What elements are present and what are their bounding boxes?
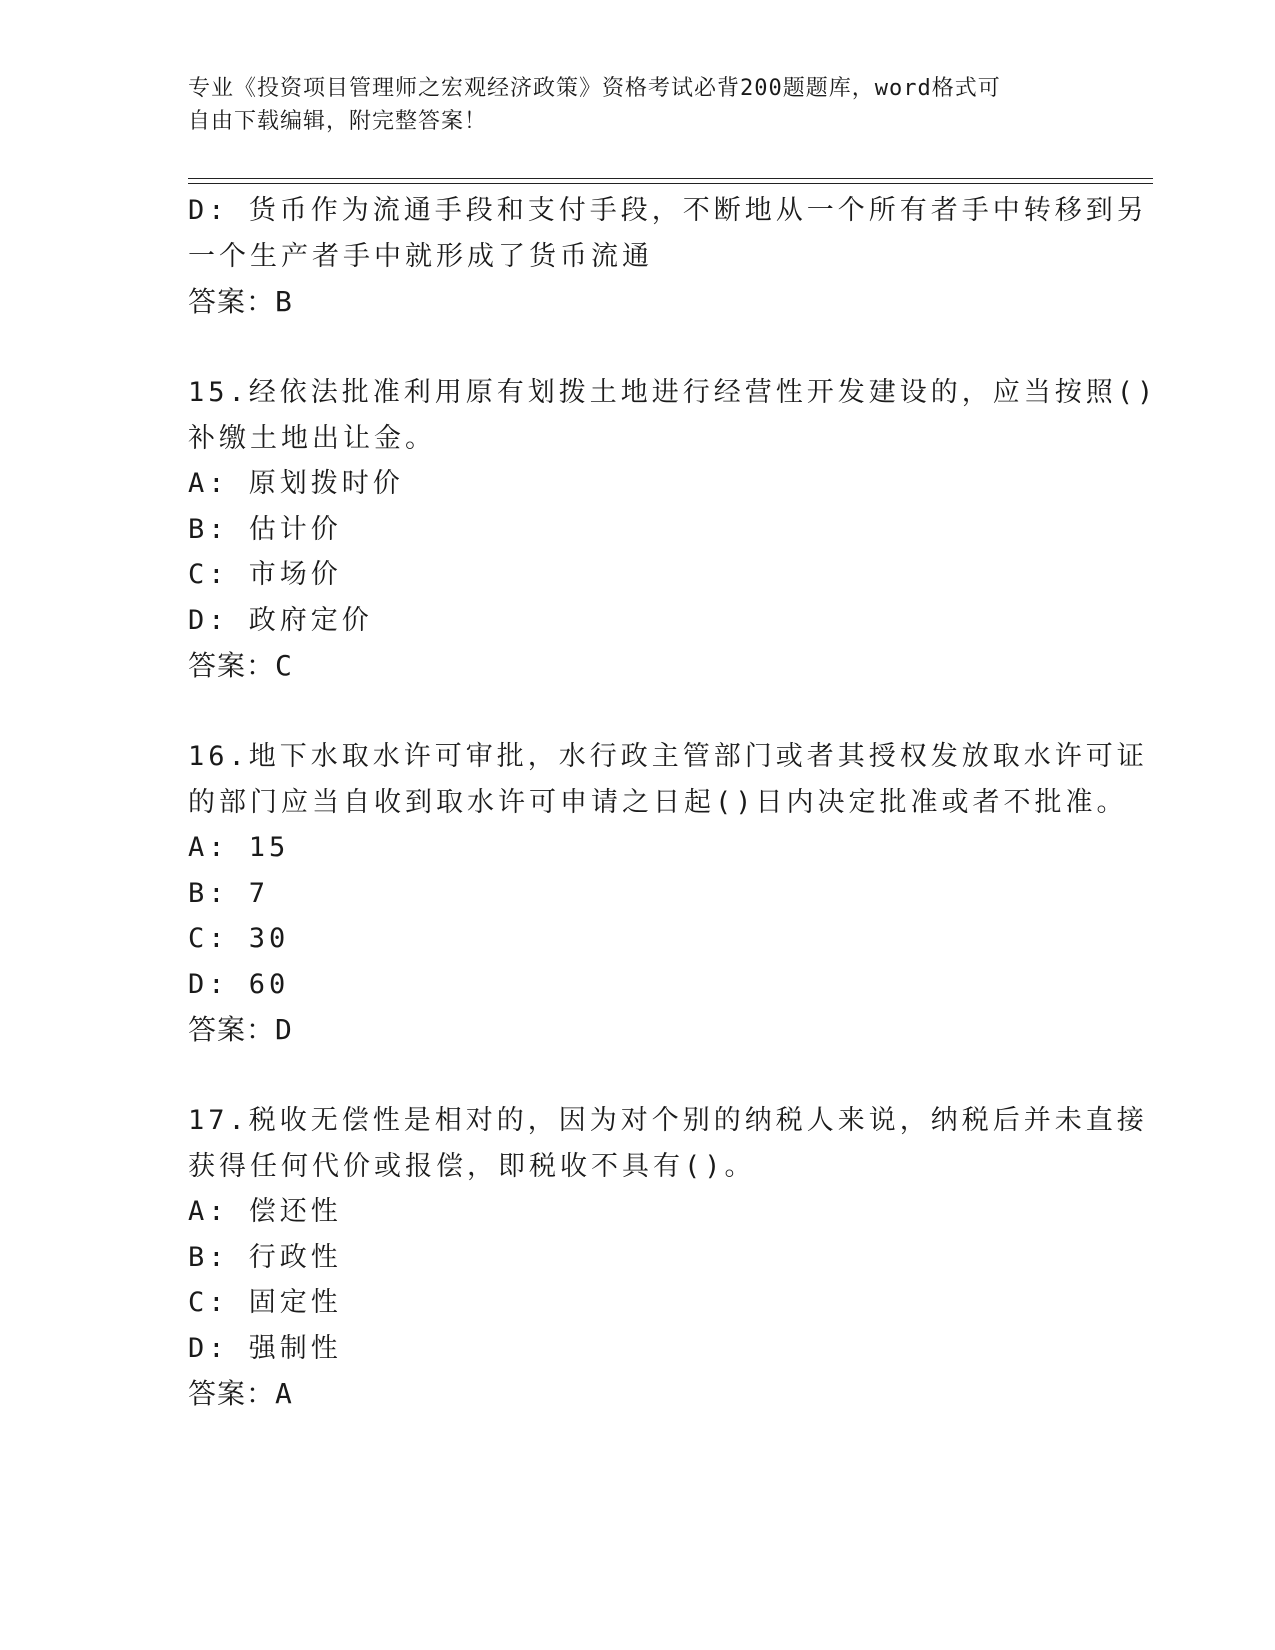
question-16 [188, 734, 1148, 1053]
header-line-2: 自由下载编辑，附完整答案！ [188, 109, 488, 134]
option-b: B: 7 [188, 877, 270, 909]
question-stem-line-1: 15.经依法批准利用原有划拨土地进行经营性开发建设的，应当按照() [188, 377, 1158, 408]
answer-label: 答案： [188, 649, 276, 682]
answer-value: A [275, 1377, 293, 1410]
spacer [188, 325, 1088, 371]
option-b: B: 行政性 [188, 1241, 342, 1273]
answer-value: C [275, 649, 293, 682]
question-stem-line-2: 的部门应当自收到取水许可申请之日起()日内决定批准或者不批准。 [188, 786, 1128, 818]
answer-line [188, 1371, 1088, 1417]
answer-label: 答案： [188, 1013, 276, 1046]
question-stem-line-1: 17.税收无偿性是相对的，因为对个别的纳税人来说，纳税后并未直接 [188, 1105, 1148, 1136]
option-d: D: 强制性 [188, 1332, 342, 1364]
option-b: B: 估计价 [188, 513, 342, 545]
answer-line [188, 643, 1088, 689]
question-15 [188, 370, 1158, 689]
document-body [188, 188, 1158, 1417]
option-a: A: 15 [188, 832, 290, 863]
option-c: C: 30 [188, 923, 290, 954]
answer-line [188, 279, 1088, 325]
question-stem-line-2: 补缴土地出让金。 [188, 422, 436, 454]
option-a: A: 偿还性 [188, 1196, 342, 1227]
option-a: A: 原划拨时价 [188, 468, 404, 499]
spacer [188, 1053, 1088, 1099]
answer-line [188, 1007, 1088, 1053]
answer-label: 答案： [188, 285, 276, 318]
option-c: C: 固定性 [188, 1287, 342, 1318]
answer-label: 答案： [188, 1377, 276, 1410]
question-stem-line-2: 获得任何代价或报偿，即税收不具有()。 [188, 1150, 756, 1182]
option-d: D: 60 [188, 968, 290, 1000]
question-stem-line-1: 16.地下水取水许可审批，水行政主管部门或者其授权发放取水许可证 [188, 741, 1148, 772]
question-14-continued [188, 188, 1148, 325]
header-rule-bottom [188, 183, 1153, 184]
question-17 [188, 1098, 1148, 1417]
option-d-line-2: 一个生产者手中就形成了货币流通 [188, 240, 653, 272]
answer-value: D [275, 1013, 293, 1046]
spacer [188, 689, 1088, 735]
option-d: D: 政府定价 [188, 604, 373, 636]
header-rule-top [188, 178, 1153, 179]
document-header [188, 72, 1068, 138]
header-line-1: 专业《投资项目管理师之宏观经济政策》资格考试必背200题题库，word格式可 [188, 76, 1001, 101]
option-c: C: 市场价 [188, 559, 342, 590]
answer-value: B [275, 285, 293, 318]
option-d-line-1: D: 货币作为流通手段和支付手段，不断地从一个所有者手中转移到另 [188, 195, 1148, 226]
